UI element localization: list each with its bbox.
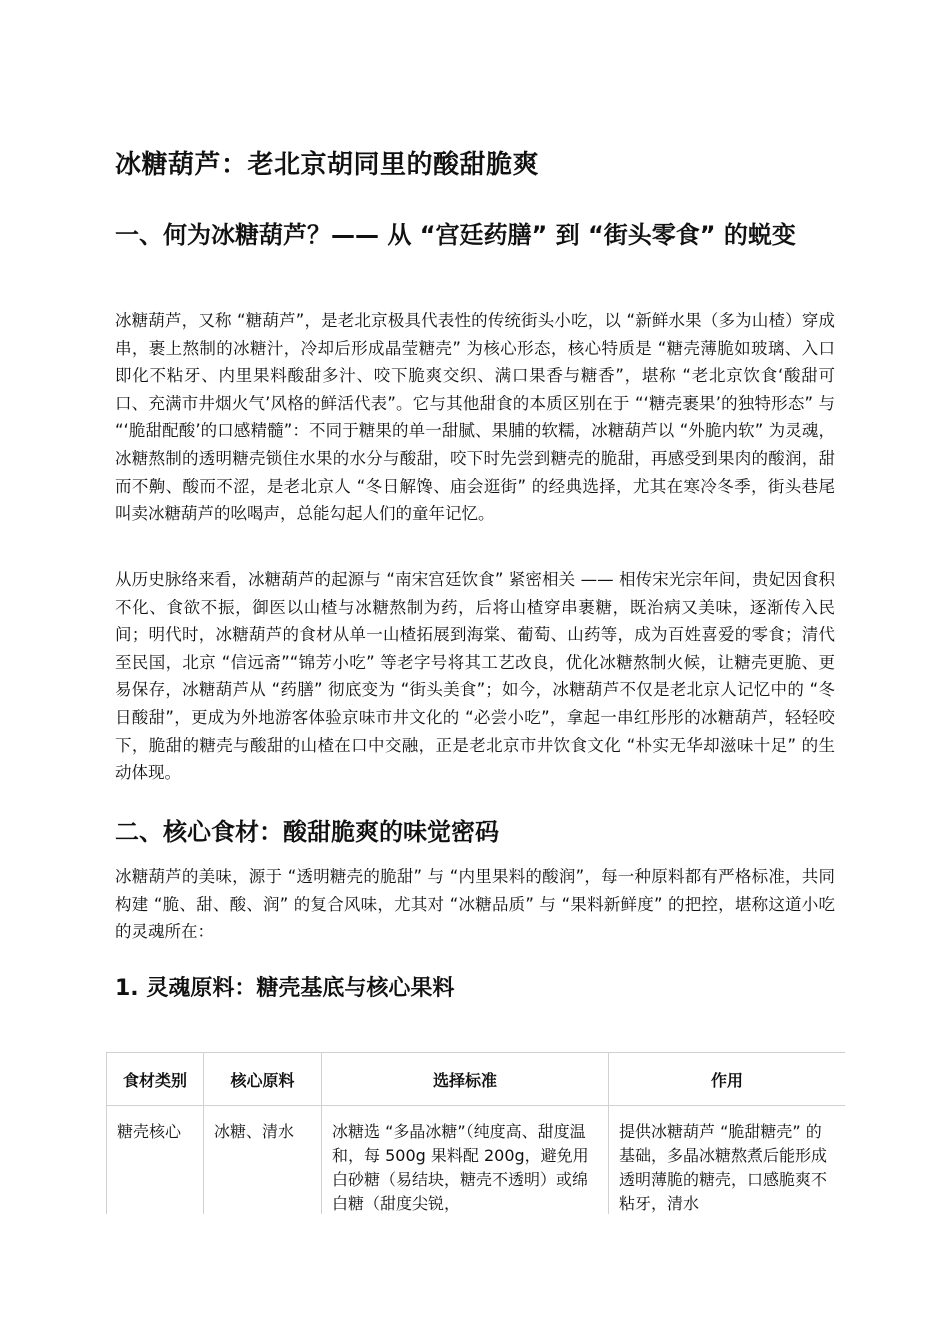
table-row: [107, 1106, 846, 1215]
table-header-effect: 作用: [609, 1053, 846, 1106]
table-cell-category: 糖壳核心: [107, 1106, 204, 1215]
table-cell-effect: 提供冰糖葫芦 “脆甜糖壳” 的基础，多晶冰糖熬煮后能形成透明薄脆的糖壳，口感脆爽不粘牙，清水: [609, 1106, 846, 1215]
section1-paragraph-1: 冰糖葫芦，又称 “糖葫芦”，是老北京极具代表性的传统街头小吃，以 “新鲜水果（多为山楂）穿成串，裹上熬制的冰糖汁，冷却后形成晶莹糖壳” 为核心形态，核心特质是 “糖壳薄脆如玻璃、入口即化不粘牙、内里果料酸甜多汁、咬下脆爽交织、满口果香与糖香”，堪称 “老北京饮食‘酸甜可口、充满市井烟火气’风格的鲜活代表”。它与其他甜食的本质区别在于 “‘糖壳裹果’的独特形态” 与 “‘脆甜配酸’的口感精髓”：不同于糖果的单一甜腻、果脯的软糯，冰糖葫芦以 “外脆内软” 为灵魂，冰糖熬制的透明糖壳锁住水果的水分与酸甜，咬下时先尝到糖壳的脆甜，再感受到果肉的酸润，甜而不齁、酸而不涩，是老北京人 “冬日解馋、庙会逛街” 的经典选择，尤其在寒冷冬季，街头巷尾叫卖冰糖葫芦的吆喝声，总能勾起人们的童年记忆。: [115, 311, 835, 524]
table-header-ingredient: 核心原料: [204, 1053, 322, 1106]
section1-paragraph-2: 从历史脉络来看，冰糖葫芦的起源与 “南宋宫廷饮食” 紧密相关 —— 相传宋光宗年间，贵妃因食积不化、食欲不振，御医以山楂与冰糖熬制为药，后将山楂穿串裹糖，既治病又美味，逐渐传入民间；明代时，冰糖葫芦的食材从单一山楂拓展到海棠、葡萄、山药等，成为百姓喜爱的零食；清代至民国，北京 “信远斋”“锦芳小吃” 等老字号将其工艺改良，优化冰糖熬制火候，让糖壳更脆、更易保存，冰糖葫芦从 “药膳” 彻底变为 “街头美食”；如今，冰糖葫芦不仅是老北京人记忆中的 “冬日酸甜”，更成为外地游客体验京味市井文化的 “必尝小吃”，拿起一串红彤彤的冰糖葫芦，轻轻咬下，脆甜的糖壳与酸甜的山楂在口中交融，正是老北京市井饮食文化 “朴实无华却滋味十足” 的生动体现。: [115, 570, 835, 783]
table-header-standard: 选择标准: [322, 1053, 609, 1106]
ingredient-table: [106, 1052, 845, 1214]
section2-paragraph-1: 冰糖葫芦的美味，源于 “透明糖壳的脆甜” 与 “内里果料的酸润”，每一种原料都有严格标准，共同构建 “脆、甜、酸、润” 的复合风味，尤其对 “冰糖品质” 与 “果料新鲜度” 的把控，堪称这道小吃的灵魂所在：: [115, 867, 835, 942]
table-header-row: [107, 1053, 846, 1106]
section2-heading: 二、核心食材：酸甜脆爽的味觉密码: [115, 818, 499, 846]
subsection1-heading: 1. 灵魂原料：糖壳基底与核心果料: [115, 976, 455, 1001]
table-cell-ingredient: 冰糖、清水: [204, 1106, 322, 1215]
table-header-category: 食材类别: [107, 1053, 204, 1106]
page-title: 冰糖葫芦：老北京胡同里的酸甜脆爽: [115, 150, 540, 180]
table-cell-standard: 冰糖选 “多晶冰糖”（纯度高、甜度温和，每 500g 果料配 200g，避免用白砂糖（易结块，糖壳不透明）或绵白糖（甜度尖锐，: [322, 1106, 609, 1215]
section1-heading: 一、何为冰糖葫芦？—— 从 “宫廷药膳” 到 “街头零食” 的蜕变: [115, 221, 796, 249]
ingredient-table-wrapper: [106, 1052, 845, 1214]
